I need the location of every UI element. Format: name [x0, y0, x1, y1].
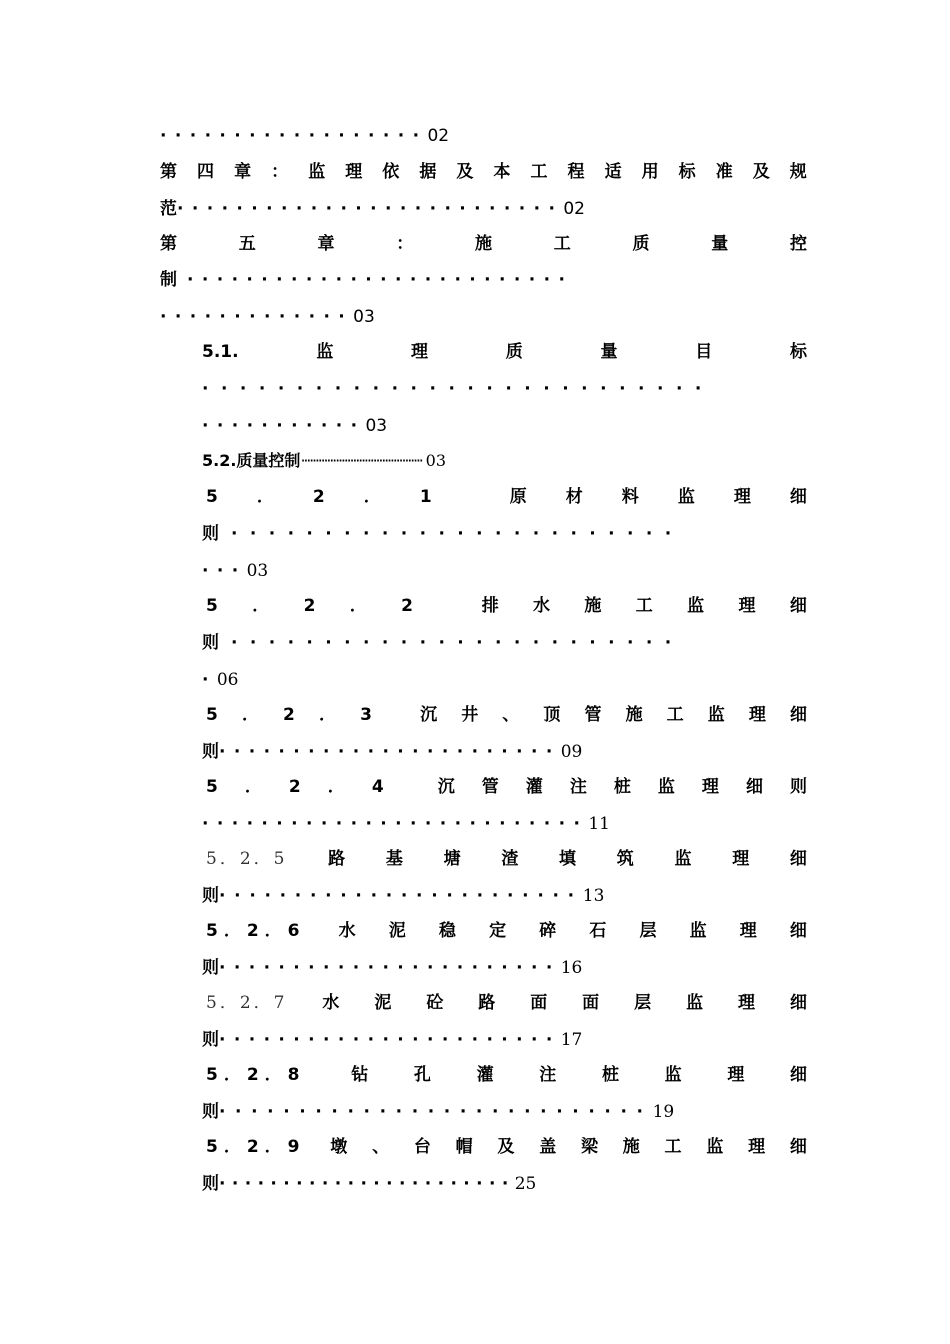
leader-dots: ·········································· — [300, 451, 422, 470]
leader-dots: ··· — [202, 561, 247, 581]
toc-entry-continuation[interactable] — [160, 122, 449, 150]
page-number: 09 — [560, 742, 583, 762]
leader-dots: ······················· — [219, 1174, 515, 1194]
toc-section-5-2-2-leader-cont[interactable] — [202, 666, 239, 694]
page-number: 19 — [652, 1102, 675, 1122]
toc-section-5-1-leader-cont[interactable] — [202, 412, 387, 440]
toc-section-5-2[interactable]: 5.2.质量控制·········································· 03 — [202, 451, 447, 470]
toc-section-5-2-8-title[interactable]: 5．2．8 钻 孔 灌 注 桩 监 理 细 — [206, 1065, 807, 1085]
leader-dots: · — [202, 670, 217, 690]
toc-section-5-2-9-title[interactable]: 5．2．9 墩 、 台 帽 及 盖 梁 施 工 监 理 细 — [206, 1137, 807, 1157]
leader-dots: ··························· — [202, 379, 714, 399]
page-number: 02 — [563, 199, 585, 219]
page-number: 16 — [560, 958, 583, 978]
leader-dots: ············· — [160, 307, 354, 327]
page-number: 25 — [514, 1174, 537, 1194]
toc-section-5-1-leader[interactable] — [202, 375, 714, 403]
toc-section-5-2-9-leader[interactable]: 则·······················25 — [202, 1174, 537, 1194]
leader-dots: ··························· — [219, 1102, 653, 1122]
toc-section-5-2-1-title[interactable]: 5 ． 2 ． 1 原 材 料 监 理 细 — [206, 487, 807, 507]
leader-dots: ·················· — [160, 126, 428, 146]
toc-section-5-2-5-leader[interactable]: 则························13 — [202, 886, 605, 906]
page-number: 03 — [425, 451, 447, 470]
page-number: 03 — [353, 307, 375, 327]
toc-section-5-2-2-leader[interactable]: 则 ························ — [202, 633, 684, 653]
toc-section-5-2-2-title[interactable]: 5 ． 2 ． 2 排 水 施 工 监 理 细 — [206, 596, 807, 616]
toc-section-5-2-8-leader[interactable]: 则···························19 — [202, 1102, 675, 1122]
toc-chapter-4-leader[interactable]: 范··························02 — [160, 199, 585, 219]
toc-section-5-2-5-title[interactable]: 5．2．5 路 基 塘 渣 填 筑 监 理 细 — [206, 849, 807, 869]
toc-section-5-2-7-leader[interactable]: 则·······················17 — [202, 1030, 583, 1050]
toc-section-5-2-7-title[interactable]: 5．2．7 水 泥 砼 路 面 面 层 监 理 细 — [206, 993, 807, 1013]
page-number: 03 — [365, 416, 388, 436]
toc-chapter-5-title[interactable]: 第 五 章 ： 施 工 质 量 控 — [160, 234, 807, 254]
leader-dots: ························ — [231, 524, 684, 544]
leader-dots: ······················· — [219, 958, 561, 978]
toc-section-5-1-title[interactable]: 5.1. 监 理 质 量 目 标 — [202, 342, 807, 362]
toc-section-5-2-3-leader[interactable]: 则·······················09 — [202, 742, 583, 762]
page-number: 13 — [582, 886, 605, 906]
leader-dots: ························ — [231, 633, 684, 653]
toc-section-5-2-4-leader[interactable] — [202, 810, 610, 838]
leader-dots: ··········· — [202, 416, 366, 436]
toc-section-5-2-1-leader[interactable]: 则 ························ — [202, 524, 684, 544]
leader-dots: ······················· — [219, 742, 561, 762]
toc-section-5-2-6-leader[interactable]: 则·······················16 — [202, 958, 583, 978]
toc-chapter-5-leader[interactable]: 制 ·························· — [160, 270, 574, 290]
toc-section-5-2-4-title[interactable]: 5 ． 2 ． 4 沉 管 灌 注 桩 监 理 细 则 — [206, 777, 807, 797]
page-number: 02 — [427, 126, 450, 146]
toc-chapter-4-title[interactable]: 第 四 章 ： 监 理 依 据 及 本 工 程 适 用 标 准 及 规 — [160, 162, 807, 182]
leader-dots: ······················· — [219, 1030, 561, 1050]
toc-section-5-2-3-title[interactable]: 5 ． 2 ． 3 沉 井 、 顶 管 施 工 监 理 细 — [206, 705, 807, 725]
page-number: 11 — [588, 814, 610, 834]
page-number: 06 — [216, 670, 239, 690]
toc-chapter-5-leader-cont[interactable] — [160, 303, 375, 331]
toc-section-5-2-6-title[interactable]: 5．2．6 水 泥 稳 定 碎 石 层 监 理 细 — [206, 921, 807, 941]
leader-dots: ························ — [219, 886, 583, 906]
leader-dots: ·························· — [187, 270, 574, 290]
leader-dots: ·························· — [202, 814, 589, 834]
toc-section-5-2-1-leader-cont[interactable] — [202, 557, 268, 585]
page-number: 03 — [246, 561, 269, 581]
page-number: 17 — [560, 1030, 583, 1050]
leader-dots: ·························· — [177, 199, 564, 219]
